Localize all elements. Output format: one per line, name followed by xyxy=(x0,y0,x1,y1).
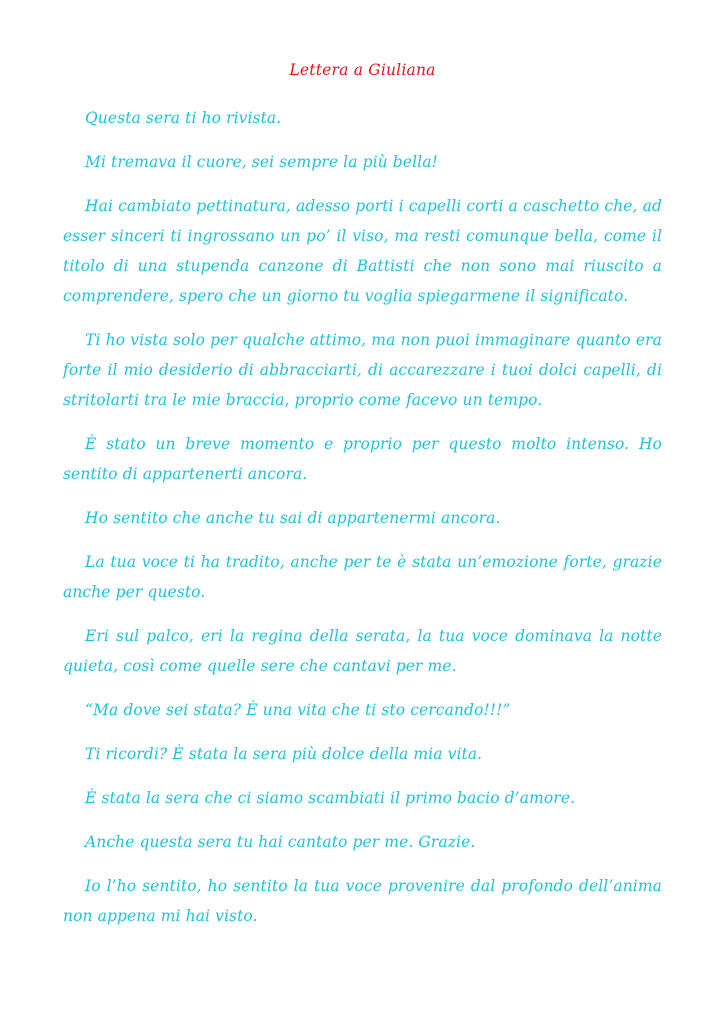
paragraph: Eri sul palco, eri la regina della serata, la tua voce dominava la notte quieta, così come quelle sere che cantavi per me. xyxy=(63,627,662,675)
paragraph: La tua voce ti ha tradito, anche per te è stata un’emozione forte, grazie anche per questo. xyxy=(63,553,662,601)
paragraph: Anche questa sera tu hai cantato per me. Grazie. xyxy=(85,833,476,851)
paragraph: Io l’ho sentito, ho sentito la tua voce provenire dal profondo dell’anima non appena mi hai visto. xyxy=(63,877,662,925)
paragraph: Ho sentito che anche tu sai di appartenermi ancora. xyxy=(85,509,501,527)
paragraph: Ti ricordi? È stata la sera più dolce della mia vita. xyxy=(85,745,483,763)
paragraph: Ti ho vista solo per qualche attimo, ma non puoi immaginare quanto era forte il mio desiderio di abbracciarti, di accarezzare i tuoi dolci capelli, di stritolarti tra le mie braccia, proprio come facevo un tempo. xyxy=(63,331,662,409)
paragraph: “Ma dove sei stata? È una vita che ti sto cercando!!!” xyxy=(85,701,511,719)
paragraph: Hai cambiato pettinatura, adesso porti i capelli corti a caschetto che, ad esser sinceri ti ingrossano un po’ il viso, ma resti comunque bella, come il titolo di una stupenda canzone di Battisti che non sono mai riuscito a comprendere, spero che un giorno tu voglia spiegarmene il significato. xyxy=(63,197,662,305)
paragraph: È stato un breve momento e proprio per questo molto intenso. Ho sentito di appartenerti ancora. xyxy=(63,435,662,483)
paragraph: Questa sera ti ho rivista. xyxy=(85,109,282,127)
document-title: Lettera a Giuliana xyxy=(289,61,436,79)
paragraph: È stata la sera che ci siamo scambiati il primo bacio d’amore. xyxy=(85,789,576,807)
paragraph: Mi tremava il cuore, sei sempre la più bella! xyxy=(85,153,438,171)
